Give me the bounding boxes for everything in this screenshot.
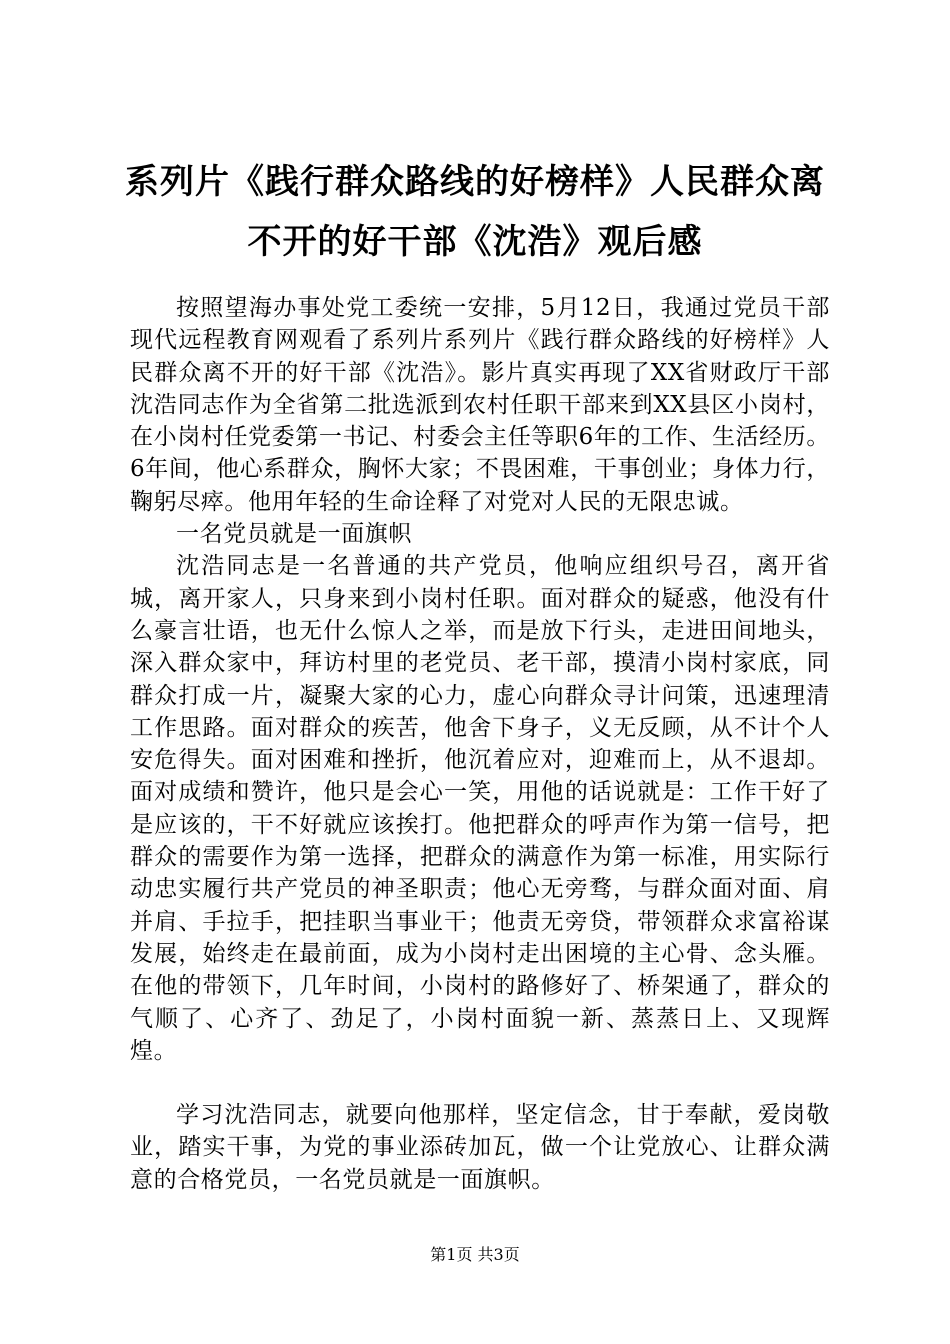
document-body <box>130 292 830 1196</box>
document-title-line-1: 系列片《践行群众路线的好榜样》人民群众离 <box>125 162 825 202</box>
paragraph-intro: 按照望海办事处党工委统一安排，5月12日，我通过党员干部现代远程教育网观看了系列片系列片《践行群众路线的好榜样》人民群众离不开的好干部《沈浩》。影片真实再现了XX省财政厅干部沈浩同志作为全省第二批选派到农村任职干部来到XX县区小岗村，在小岗村任党委第一书记、村委会主任等职6年的工作、生活经历。6年间，他心系群众，胸怀大家；不畏困难，干事创业；身体力行，鞠躬尽瘁。他用年轻的生命诠释了对党对人民的无限忠诚。 <box>130 295 830 515</box>
page-footer: 第1页 共3页 <box>430 1245 520 1264</box>
paragraph-main: 沈浩同志是一名普通的共产党员，他响应组织号召，离开省城，离开家人，只身来到小岗村任职。面对群众的疑惑，他没有什么豪言壮语，也无什么惊人之举，而是放下行头，走进田间地头，深入群众家中，拜访村里的老党员、老干部，摸清小岗村家底，同群众打成一片，凝聚大家的心力，虚心向群众寻计问策，迅速理清工作思路。面对群众的疾苦，他舍下身子，义无反顾，从不计个人安危得失。面对困难和挫折，他沉着应对，迎难而上，从不退却。面对成绩和赞许，他只是会心一笑，用他的话说就是：工作干好了是应该的，干不好就应该挨打。他把群众的呼声作为第一信号，把群众的需要作为第一选择，把群众的满意作为第一标准，用实际行动忠实履行共产党员的神圣职责；他心无旁骛，与群众面对面、肩并肩、手拉手，把挂职当事业干；他责无旁贷，带领群众求富裕谋发展，始终走在最前面，成为小岗村走出困境的主心骨、念头雁。在他的带领下，几年时间，小岗村的路修好了、桥架通了，群众的气顺了、心齐了、劲足了，小岗村面貌一新、蒸蒸日上、又现辉煌。 <box>130 553 830 1064</box>
paragraph-conclusion: 学习沈浩同志，就要向他那样，坚定信念，甘于奉献，爱岗敬业，踏实干事，为党的事业添砖加瓦，做一个让党放心、让群众满意的合格党员，一名党员就是一面旗帜。 <box>130 1102 830 1193</box>
document-title-line-2: 不开的好干部《沈浩》观后感 <box>247 222 703 262</box>
paragraph-heading: 一名党员就是一面旗帜 <box>176 521 412 548</box>
